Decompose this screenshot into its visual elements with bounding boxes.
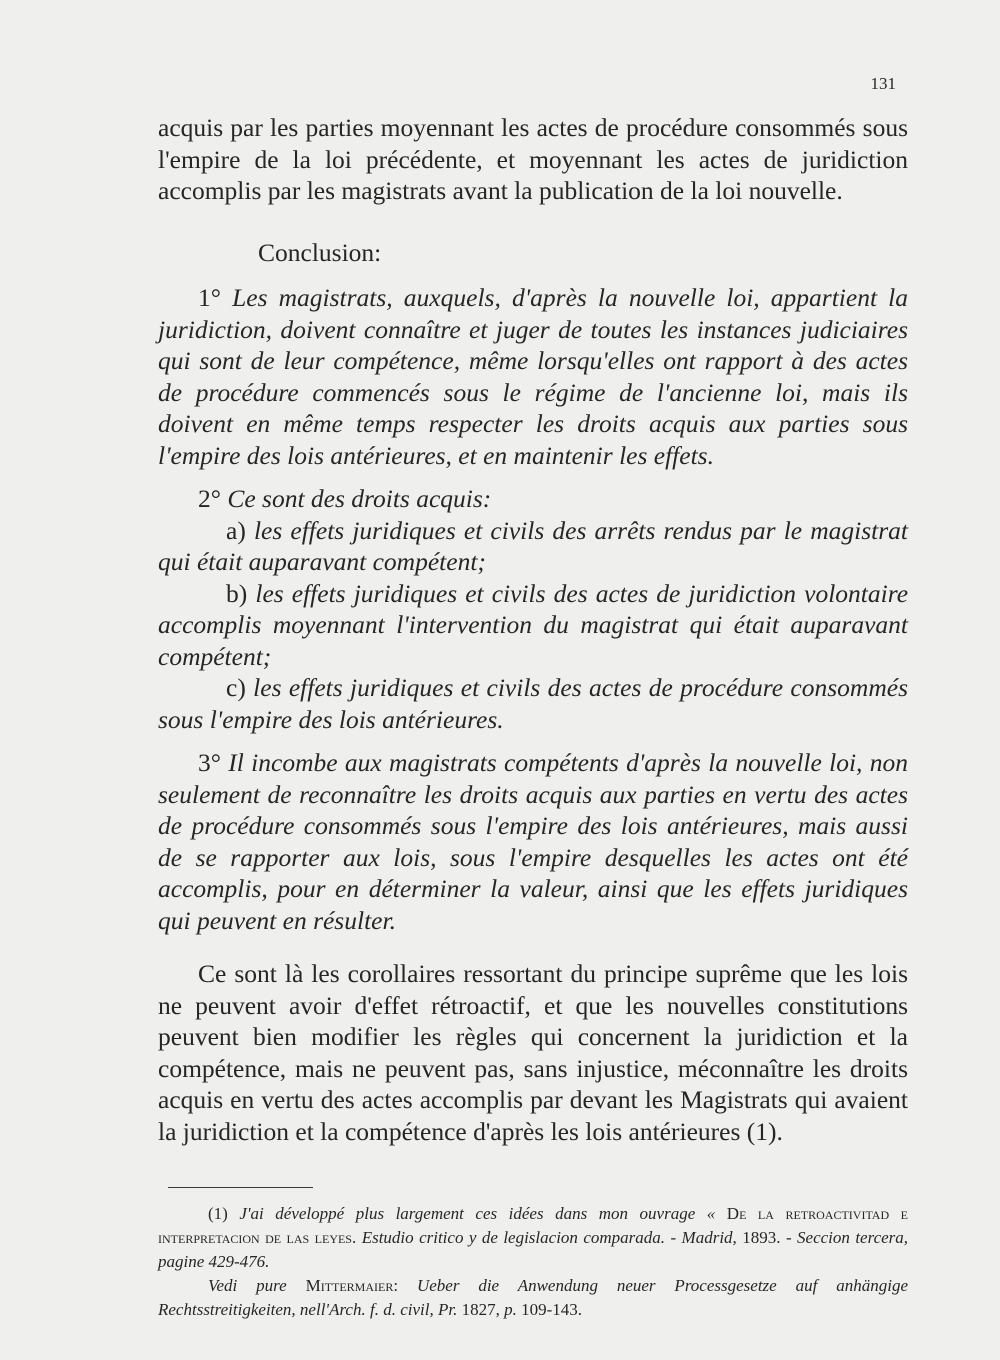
point-2-item-a — [158, 515, 908, 578]
item-a-label: a) — [226, 515, 246, 545]
footnote-1-marker: (1) — [208, 1204, 228, 1223]
point-2-number: 2° — [198, 484, 221, 513]
point-2-item-c — [158, 672, 908, 735]
conclusion-point-1 — [158, 282, 908, 471]
footnote-2-author: Mittermaier: — [305, 1276, 399, 1295]
point-3-number: 3° — [198, 748, 221, 777]
footnote-1-lead: J'ai développé plus largement ces idées dans mon ouvrage « — [239, 1204, 716, 1223]
point-2-text: Ce sont des droits acquis: — [227, 484, 492, 513]
footnote-2-year: 1827, — [461, 1300, 500, 1319]
footnote-1-section: - Seccion tercera, pagine 429-476. — [158, 1228, 909, 1271]
footnote-2-p-label: p. — [504, 1300, 517, 1319]
item-a-text: les effets juridiques et civils des arrêts rendus par le magistrat qui était auparavant compétent; — [158, 515, 908, 576]
point-1-number: 1° — [198, 283, 221, 312]
conclusion-point-2 — [158, 483, 908, 515]
main-text — [158, 112, 908, 1322]
point-2-item-b — [158, 578, 908, 673]
item-c-label: c) — [226, 673, 246, 702]
page-number: 131 — [870, 74, 896, 93]
item-c-text: les effets juridiques et civils des actes de procédure consommés sous l'empire des lois antérieures. — [158, 673, 908, 734]
footnote-2-title: Ueber die Anwendung neuer Processgesetze auf anhängige Rechtsstreitigkeiten, nell'Arch. f. d. civil, Pr. — [158, 1276, 908, 1319]
footnote-1-year: 1893. — [742, 1228, 781, 1247]
footnote-1-subtitle: Estudio critico y de legislacion comparada. - Madrid, — [361, 1228, 737, 1247]
point-1-text: Les magistrats, auxquels, d'après la nouvelle loi, appartient la juridiction, doivent connaître et juger de toutes les instances judiciaires qui sont de leur compétence, même lorsqu'elles ont rapport à des actes de procédure commencés sous le régime de l'ancienne loi, mais ils doivent en même temps respecter les droits acquis aux parties sous l'empire des lois antérieures, et en maintenir les effets. — [158, 283, 908, 470]
footnote-2 — [158, 1274, 908, 1322]
item-b-label: b) — [226, 578, 248, 608]
item-b-text: les effets juridiques et civils des actes de juridiction volontaire accomplis moyennant l'intervention du magistrat qui était auparavant compétent; — [158, 578, 909, 671]
conclusion-heading: Conclusion: — [258, 237, 382, 267]
conclusion-point-3 — [158, 747, 908, 936]
footnote-divider — [168, 1187, 313, 1188]
opening-paragraph: acquis par les parties moyennant les actes de procédure consommés sous l'empire de la loi précédente, et moyennant les actes de juridiction accomplis par les magistrats avant la publication de la loi nouvelle. — [158, 113, 908, 205]
point-3-text: Il incombe aux magistrats compétents d'après la nouvelle loi, non seulement de reconnaître les droits acquis aux parties en vertu des actes de procédure consommés sous l'empire des lois antérieures, mais aussi de se rapporter aux lois, sous l'empire desquelles les actes ont été accomplis, pour en déterminer la valeur, ainsi que les effets juridiques qui peuvent en résulter. — [158, 748, 908, 935]
footnote-1 — [158, 1202, 908, 1274]
closing-paragraph: Ce sont là les corollaires ressortant du principe suprême que les lois ne peuvent avoir d'effet rétroactif, et que les nouvelles constitutions peuvent bien modifier les règles qui concernent la juridiction et la compétence, mais ne peuvent pas, sans injustice, méconnaître les droits acquis en vertu des actes accomplis par devant les Magistrats qui avaient la juridiction et la compétence d'après les lois antérieures (1). — [158, 959, 908, 1146]
footnote-2-lead: Vedi pure — [208, 1276, 287, 1295]
footnote-1-work-title: De la retroactivitad e interpretacion de las leyes. — [158, 1204, 908, 1247]
footnote-2-pages: 109-143. — [521, 1300, 582, 1319]
